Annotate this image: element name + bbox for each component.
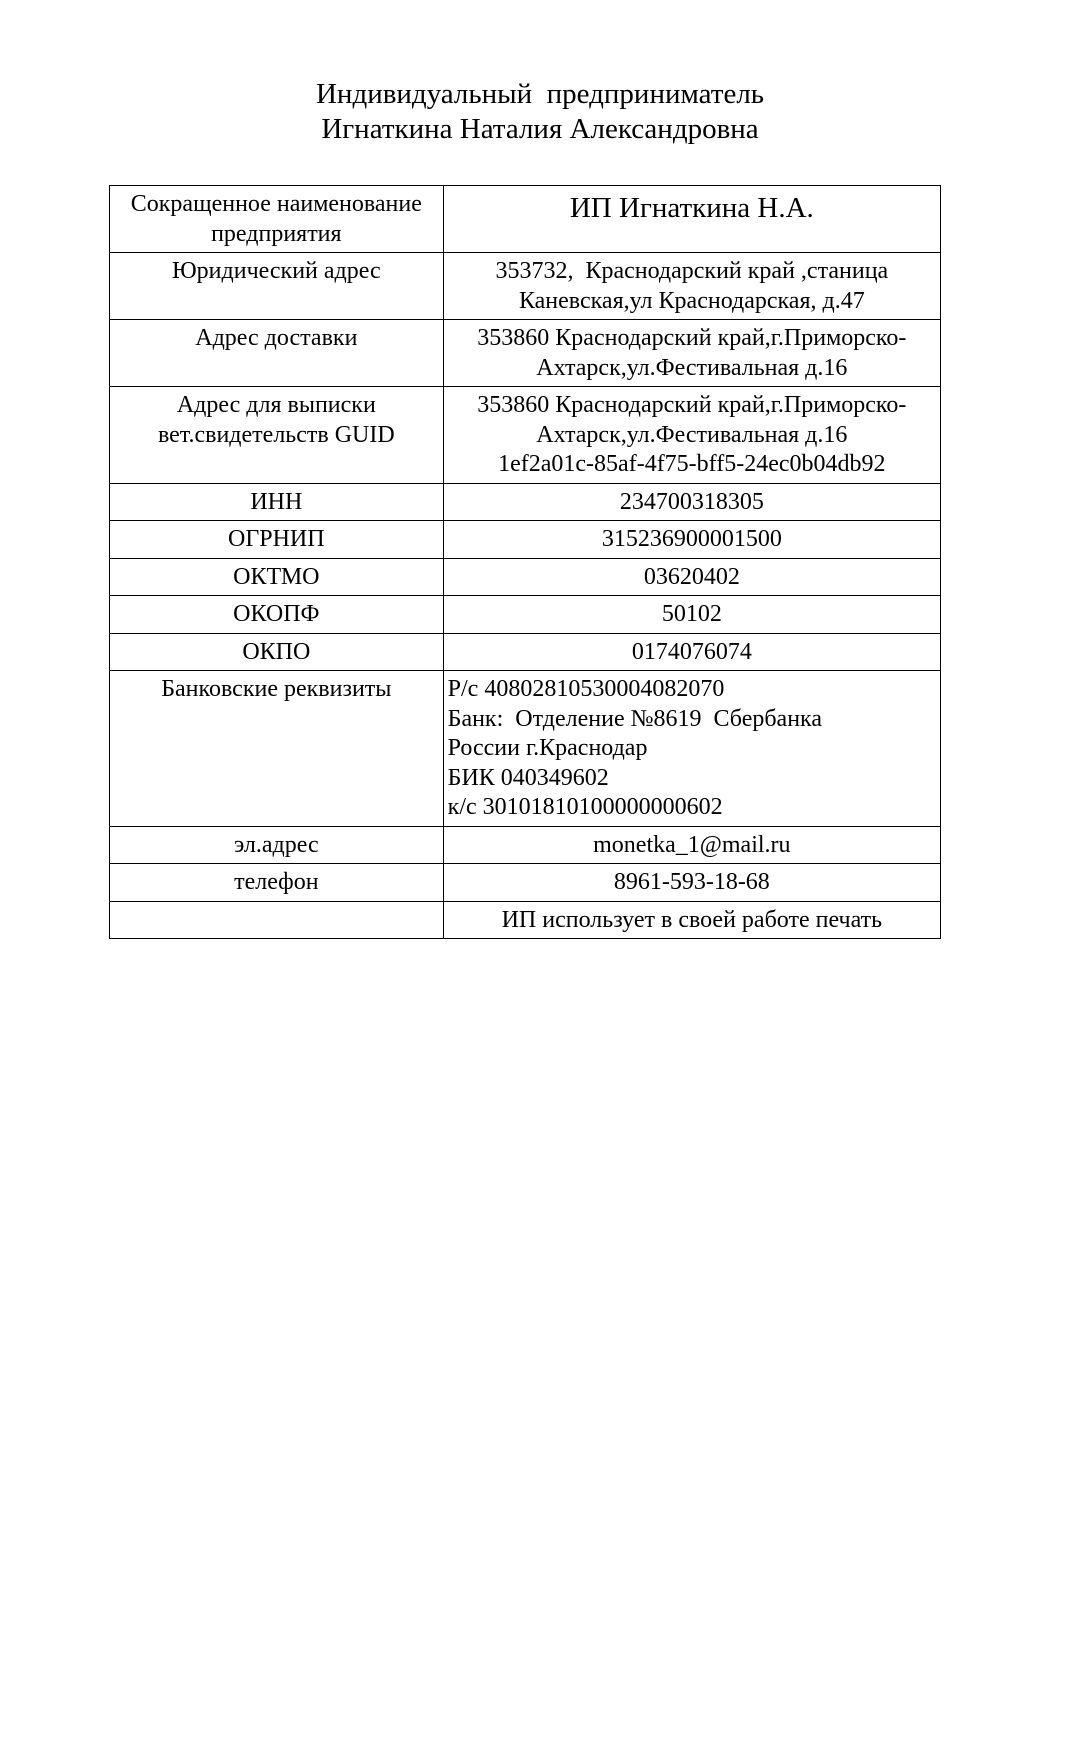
row-label-text: ОКОПФ xyxy=(233,601,320,627)
row-value-text: 0174076074 xyxy=(631,638,752,665)
row-label-text: ОКТМО xyxy=(233,563,320,590)
row-label xyxy=(110,864,444,902)
row-ogrnip xyxy=(110,521,941,559)
row-value xyxy=(443,901,940,939)
row-value-text: 1ef2a01c-85af-4f75-bff5-24ec0b04db92 xyxy=(498,451,886,477)
header-title-line: Индивидуальный предприниматель xyxy=(315,78,765,110)
row-label-text: Сокращенное наименование xyxy=(130,191,422,217)
row-value xyxy=(443,864,940,902)
row-value-text: 234700318305 xyxy=(619,488,764,515)
row-email xyxy=(110,826,941,864)
row-value-text: БИК 040349602 xyxy=(447,764,609,791)
row-value-text: 03620402 xyxy=(643,563,740,590)
document-header xyxy=(0,77,1080,147)
row-value-text: к/с 30101810100000000602 xyxy=(447,794,723,820)
row-value-text: 50102 xyxy=(661,601,722,627)
row-legal-address xyxy=(110,253,941,320)
row-value-text: 353860 Краснодарский край,г.Приморско- xyxy=(477,325,907,351)
row-label-text: Адрес доставки xyxy=(195,325,358,351)
row-value xyxy=(443,521,940,559)
row-okpo xyxy=(110,633,941,671)
row-label-text: ОКПО xyxy=(242,638,311,665)
row-label-text: эл.адрес xyxy=(234,831,319,858)
row-label-text: ИНН xyxy=(250,488,303,515)
row-value-text: ИП Игнаткина Н.А. xyxy=(569,192,814,224)
requisites-table xyxy=(109,185,941,939)
row-value xyxy=(443,596,940,634)
row-value-text: Р/с 40802810530004082070 xyxy=(447,676,725,702)
row-value xyxy=(443,320,940,387)
row-value xyxy=(443,186,940,253)
row-label-text: ОГРНИП xyxy=(228,526,325,552)
row-value-text: 8961-593-18-68 xyxy=(613,869,770,895)
row-label xyxy=(110,186,444,253)
row-label xyxy=(110,558,444,596)
row-value-text: России г.Краснодар xyxy=(447,735,648,761)
row-label xyxy=(110,671,444,827)
row-label-text: телефон xyxy=(234,869,319,895)
row-label-text: вет.свидетельств GUID xyxy=(157,421,395,448)
row-value xyxy=(443,633,940,671)
row-label-text: Адрес для выписки xyxy=(176,392,376,418)
row-label-text: Банковские реквизиты xyxy=(161,676,392,702)
row-value-text: Ахтарск,ул.Фестивальная д.16 xyxy=(536,354,848,381)
row-okopf xyxy=(110,596,941,634)
row-bank-details xyxy=(110,671,941,827)
row-phone xyxy=(110,864,941,902)
row-seal-note xyxy=(110,901,941,939)
row-label xyxy=(110,253,444,320)
row-value-text: Каневская,ул Краснодарская, д.47 xyxy=(518,287,865,314)
row-value xyxy=(443,671,940,827)
row-label xyxy=(110,826,444,864)
row-label-text: Юридический адрес xyxy=(172,258,381,284)
row-value xyxy=(443,483,940,521)
row-label xyxy=(110,633,444,671)
row-label-empty xyxy=(110,901,444,939)
row-value-text: 353732, Краснодарский край ,станица xyxy=(495,258,889,284)
row-value xyxy=(443,387,940,484)
row-label xyxy=(110,387,444,484)
row-value-text: monetka_1@mail.ru xyxy=(593,831,791,858)
row-delivery-address xyxy=(110,320,941,387)
row-inn xyxy=(110,483,941,521)
row-label xyxy=(110,320,444,387)
row-value-text: ИП использует в своей работе печать xyxy=(501,906,883,933)
row-short-name xyxy=(110,186,941,253)
row-value-text: Ахтарск,ул.Фестивальная д.16 xyxy=(536,421,848,448)
row-value xyxy=(443,826,940,864)
row-value xyxy=(443,558,940,596)
row-value-text: 353860 Краснодарский край,г.Приморско- xyxy=(477,392,907,418)
row-value xyxy=(443,253,940,320)
row-value-text: Банк: Отделение №8619 Сбербанка xyxy=(447,705,822,732)
row-label-text: предприятия xyxy=(211,220,342,247)
row-value-text: 315236900001500 xyxy=(601,526,782,552)
row-label xyxy=(110,596,444,634)
row-vet-address-guid xyxy=(110,387,941,484)
row-label xyxy=(110,483,444,521)
row-label xyxy=(110,521,444,559)
row-oktmo xyxy=(110,558,941,596)
header-name-line: Игнаткина Наталия Александровна xyxy=(321,113,759,145)
